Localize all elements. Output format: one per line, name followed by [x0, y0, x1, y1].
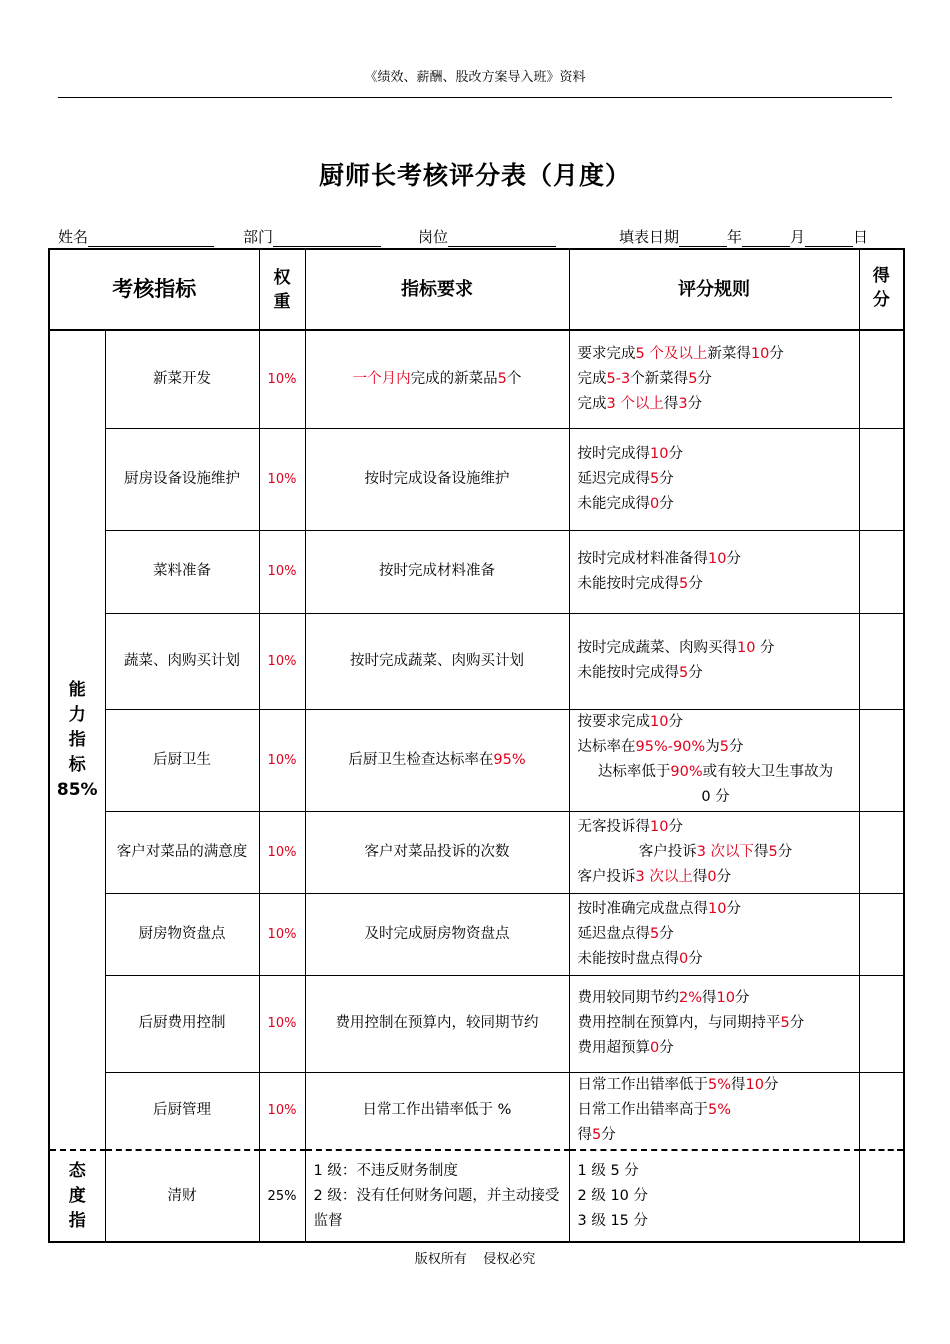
indicator-name: 客户对菜品的满意度	[105, 811, 259, 893]
rule-line: 未能按时完成得5分	[577, 575, 703, 592]
indicator-name: 后厨费用控制	[105, 975, 259, 1072]
header-requirement: 指标要求	[305, 249, 569, 330]
rule-line: 达标率低于90%或有较大卫生事故为	[597, 764, 834, 780]
rule-line: 完成5-3个新菜得5分	[577, 370, 712, 387]
day-label: 日	[853, 228, 869, 246]
table-row	[49, 428, 904, 530]
rule-line: 日常工作出错率高于5%	[577, 1102, 732, 1119]
rule-line: 0 分	[701, 789, 730, 805]
info-line	[58, 226, 892, 246]
score-cell[interactable]	[859, 530, 904, 613]
page-title: 厨师长考核评分表（月度）	[318, 161, 631, 190]
score-cell[interactable]	[859, 893, 904, 975]
rule-line: 延迟完成得5分	[577, 470, 674, 487]
scoring-rules	[569, 530, 859, 613]
table-row	[49, 330, 904, 428]
month-blank[interactable]	[742, 232, 790, 247]
indicator-weight: 10%	[259, 530, 305, 613]
rule-line: 完成3 个以上得3分	[577, 395, 703, 412]
requirement-line: 1 级：不违反财务制度	[313, 1162, 458, 1179]
rule-line: 按要求完成10分	[577, 714, 683, 730]
score-cell[interactable]	[859, 975, 904, 1072]
table-header-row	[49, 249, 904, 330]
scoring-rules	[569, 1072, 859, 1150]
indicator-requirement: 费用控制在预算内，较同期节约	[305, 975, 569, 1072]
post-blank[interactable]	[448, 232, 556, 247]
month-label: 月	[790, 228, 806, 246]
rule-line: 未能按时完成得5分	[577, 665, 703, 681]
header-rules: 评分规则	[569, 249, 859, 330]
dept-blank[interactable]	[273, 232, 381, 247]
indicator-weight: 10%	[259, 428, 305, 530]
indicator-requirement: 及时完成厨房物资盘点	[305, 893, 569, 975]
indicator-weight: 10%	[259, 811, 305, 893]
category-ability: 能 力 指 标 85%	[49, 330, 105, 1150]
rule-line: 2 级 10 分	[577, 1187, 649, 1204]
indicator-weight: 10%	[259, 893, 305, 975]
rule-line: 未能按时盘点得0分	[577, 950, 703, 967]
score-cell[interactable]	[859, 330, 904, 428]
rule-line: 按时完成得10分	[577, 445, 683, 462]
rule-line: 费用控制在预算内，与同期持平5分	[577, 1015, 805, 1031]
indicator-name: 后厨卫生	[105, 709, 259, 811]
indicator-requirement: 按时完成设备设施维护	[305, 428, 569, 530]
indicator-weight: 10%	[259, 975, 305, 1072]
header-indicator: 考核指标	[49, 249, 259, 330]
post-field[interactable]	[418, 226, 556, 247]
day-blank[interactable]	[805, 232, 853, 247]
scoring-rules	[569, 811, 859, 893]
indicator-name: 清财	[105, 1150, 259, 1242]
table-row	[49, 1072, 904, 1150]
scoring-rules	[569, 428, 859, 530]
score-cell[interactable]	[859, 1072, 904, 1150]
indicator-requirement: 一个月内完成的新菜品5个	[305, 330, 569, 428]
score-cell[interactable]	[859, 811, 904, 893]
date-label: 填表日期	[619, 228, 680, 246]
indicator-name: 新菜开发	[105, 330, 259, 428]
rule-line: 延迟盘点得5分	[577, 925, 674, 942]
table-row	[49, 1150, 904, 1242]
score-cell[interactable]	[859, 709, 904, 811]
indicator-requirement: 客户对菜品投诉的次数	[305, 811, 569, 893]
date-field[interactable]	[619, 226, 868, 247]
scoring-rules	[569, 613, 859, 709]
rule-line: 达标率在95%-90%为5分	[577, 739, 744, 755]
indicator-name: 菜料准备	[105, 530, 259, 613]
indicator-weight: 10%	[259, 613, 305, 709]
rule-line: 费用较同期节约2%得10分	[577, 990, 750, 1006]
indicator-requirement: 按时完成蔬菜、肉购买计划	[305, 613, 569, 709]
rule-line: 得5分	[577, 1127, 616, 1144]
score-cell[interactable]	[859, 613, 904, 709]
category-attitude: 态 度 指	[49, 1150, 105, 1242]
indicator-weight: 10%	[259, 1072, 305, 1150]
score-cell[interactable]	[859, 428, 904, 530]
table-row	[49, 893, 904, 975]
document-header-note: 《绩效、薪酬、股改方案导入班》资料	[364, 70, 586, 85]
post-label: 岗位	[418, 228, 449, 246]
rule-line: 日常工作出错率低于5%得10分	[577, 1077, 779, 1094]
table-row	[49, 811, 904, 893]
name-label: 姓名	[58, 228, 89, 246]
year-blank[interactable]	[679, 232, 727, 247]
scoring-rules	[569, 330, 859, 428]
footer-copyright: 版权所有 侵权必究	[414, 1252, 536, 1267]
indicator-requirement	[305, 1150, 569, 1242]
rule-line: 费用超预算0分	[577, 1040, 674, 1056]
rule-line: 1 级 5 分	[577, 1162, 639, 1179]
rule-line: 无客投诉得10分	[577, 818, 683, 835]
indicator-weight: 25%	[259, 1150, 305, 1242]
table-row	[49, 613, 904, 709]
header-weight: 权 重	[259, 249, 305, 330]
scoring-rules	[569, 893, 859, 975]
scoring-rules	[569, 1150, 859, 1242]
rule-line: 按时准确完成盘点得10分	[577, 900, 741, 917]
assessment-table	[48, 248, 905, 1243]
rule-line: 客户投诉3 次以下得5分	[638, 843, 793, 860]
scoring-rules	[569, 975, 859, 1072]
indicator-requirement: 日常工作出错率低于 %	[305, 1072, 569, 1150]
rule-line: 未能完成得0分	[577, 495, 674, 512]
header-score: 得 分	[859, 249, 904, 330]
header-divider	[58, 97, 892, 98]
indicator-name: 蔬菜、肉购买计划	[105, 613, 259, 709]
indicator-requirement: 按时完成材料准备	[305, 530, 569, 613]
indicator-requirement: 后厨卫生检查达标率在95%	[305, 709, 569, 811]
name-blank[interactable]	[88, 232, 214, 247]
requirement-line: 2 级：没有任何财务问题，并主动接受监督	[313, 1187, 560, 1229]
rule-line: 按时完成材料准备得10分	[577, 550, 741, 567]
rule-line: 按时完成蔬菜、肉购买得10 分	[577, 640, 775, 656]
rule-line: 要求完成5 个及以上新菜得10分	[577, 345, 784, 362]
indicator-weight: 10%	[259, 330, 305, 428]
year-label: 年	[727, 228, 743, 246]
rule-line: 3 级 15 分	[577, 1212, 649, 1229]
table-row	[49, 975, 904, 1072]
table-row	[49, 709, 904, 811]
dept-label: 部门	[243, 228, 274, 246]
indicator-name: 厨房设备设施维护	[105, 428, 259, 530]
dept-field[interactable]	[243, 226, 381, 247]
scoring-rules	[569, 709, 859, 811]
name-field[interactable]	[58, 226, 214, 247]
rule-line: 客户投诉3 次以上得0分	[577, 868, 732, 885]
indicator-name: 厨房物资盘点	[105, 893, 259, 975]
indicator-name: 后厨管理	[105, 1072, 259, 1150]
table-row	[49, 530, 904, 613]
indicator-weight: 10%	[259, 709, 305, 811]
score-cell[interactable]	[859, 1150, 904, 1242]
